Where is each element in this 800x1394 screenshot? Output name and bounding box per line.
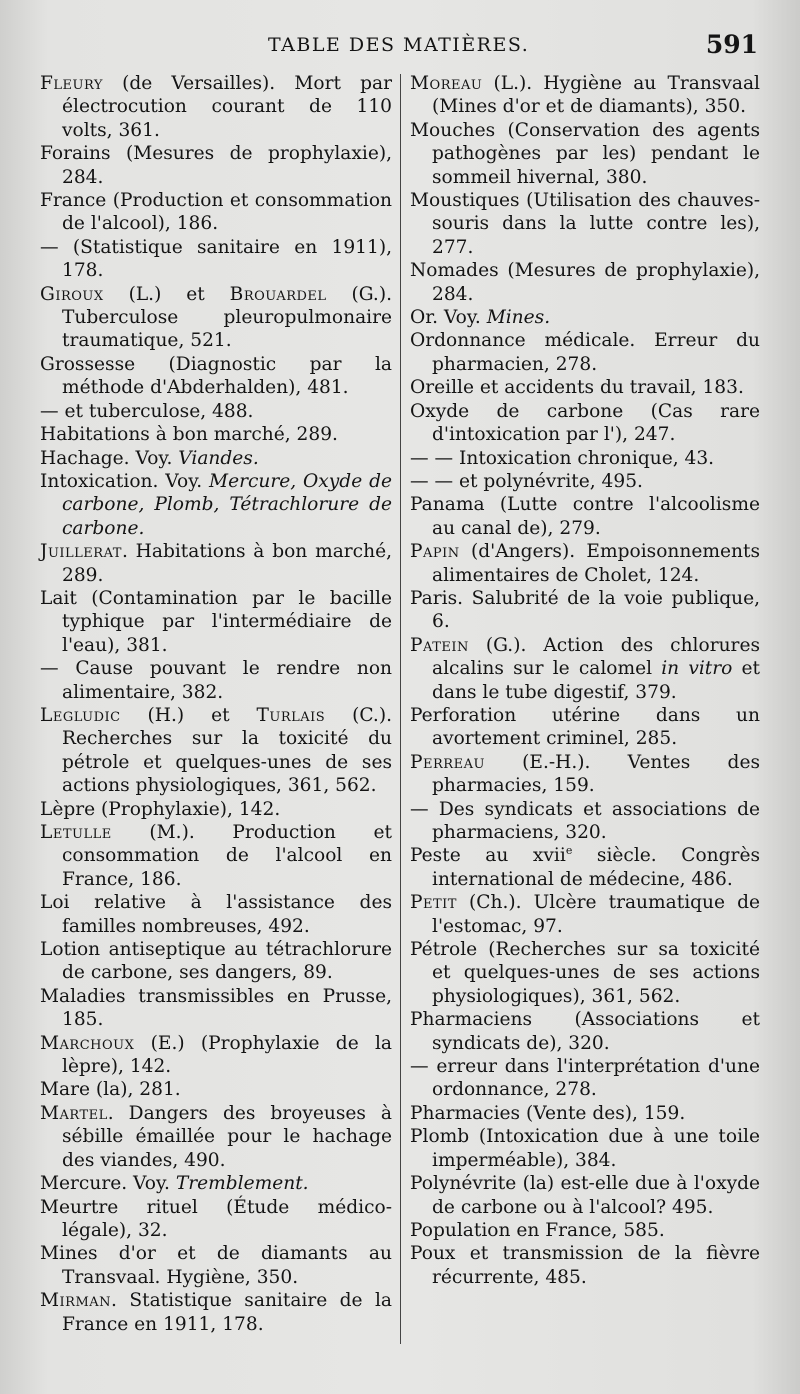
index-entry — [40, 447, 392, 470]
index-entry — [40, 423, 392, 446]
index-entry — [410, 259, 760, 306]
index-entry — [410, 1219, 760, 1242]
author-name: Patein — [410, 634, 469, 656]
entry-text: Peste au xvii — [410, 845, 566, 867]
index-entry — [410, 798, 760, 845]
index-entry — [410, 1008, 760, 1055]
entry-text: Meurtre rituel (Étude médico-légale), 32. — [40, 1196, 392, 1241]
entry-text: Paris. Salubrité de la voie publique, 6. — [410, 587, 760, 633]
entry-text: Lait (Contamination par le bacille typhique par l'intermédiaire de l'eau), 381. — [40, 587, 392, 656]
entry-text: — — Intoxication chronique, 43. — [410, 447, 715, 469]
index-entry — [40, 891, 392, 938]
index-entry — [410, 540, 760, 587]
entry-text: Lèpre (Prophylaxie), 142. — [40, 798, 281, 820]
author-name: Brouardel — [229, 283, 327, 305]
index-entry — [410, 844, 760, 891]
entry-text: Habitations à bon marché, 289. — [40, 424, 338, 446]
index-entry — [410, 189, 760, 259]
cross-reference: Viandes. — [178, 447, 259, 469]
entry-text: siècle. Congrès international de médecine, 486. — [432, 845, 760, 890]
author-name: Perreau — [410, 751, 485, 773]
entry-text: (E.-H.). Ventes des pharmacies, 159. — [432, 751, 760, 797]
entry-text: — et tuberculose, 488. — [40, 400, 254, 422]
index-entry — [410, 938, 760, 1008]
entry-text: Polynévrite (la) est-elle due à l'oxyde de carbone ou à l'alcool? 495. — [410, 1173, 760, 1218]
entry-text: (G.). Action des chlorures alcalins sur le calomel — [432, 634, 760, 680]
index-entry — [410, 1172, 760, 1219]
index-column-left — [40, 72, 392, 1336]
entry-text: Forains (Mesures de prophylaxie), 284. — [40, 143, 392, 188]
entry-text: e — [565, 844, 573, 858]
entry-text: (H.) et — [120, 704, 257, 726]
index-entry — [410, 1242, 760, 1289]
author-name: Petit — [410, 892, 457, 914]
index-entry — [410, 493, 760, 540]
index-entry — [410, 891, 760, 938]
entry-text: et dans le tube digestif, 379. — [432, 658, 760, 703]
cross-reference: Mines. — [486, 307, 551, 329]
author-name: Marchoux — [40, 1032, 135, 1054]
entry-text: Moustiques (Utilisation des chauves-souris dans la lutte contre les), 277. — [410, 190, 760, 258]
index-entry — [410, 751, 760, 798]
index-entry — [410, 1102, 760, 1125]
entry-text: — Des syndicats et associations de pharmaciens, 320. — [410, 798, 760, 843]
index-entry — [410, 329, 760, 376]
index-entry — [40, 1196, 392, 1243]
entry-text: — (Statistique sanitaire en 1911), 178. — [40, 236, 392, 282]
index-entry — [410, 306, 760, 329]
entry-text: Pétrole (Recherches sur sa toxicité et quelques-unes de ses actions physiologiques), 361, 562. — [410, 939, 760, 1007]
cross-reference: Mercure, Oxyde de carbone, Plomb, Tétrachlorure de carbone. — [62, 470, 392, 539]
index-entry — [410, 72, 760, 119]
index-entry — [40, 938, 392, 985]
entry-text: . Habitations à bon marché, 289. — [62, 541, 392, 586]
index-entry — [40, 236, 392, 283]
author-name: Mirman — [40, 1290, 112, 1312]
cross-reference: in vitro — [661, 658, 733, 680]
entry-text: (L.). Hygiène au Transvaal (Mines d'or et de diamants), 350. — [432, 73, 760, 118]
author-name: Moreau — [410, 73, 483, 94]
entry-text: (C.). Recherches sur la toxicité du pétrole et quelques-unes de ses actions physiologiques, 361, 562. — [62, 704, 392, 797]
column-divider — [400, 74, 401, 1344]
entry-text: Mouches (Conservation des agents pathogènes par les) pendant le sommeil hivernal, 380. — [410, 119, 760, 188]
index-entry — [410, 587, 760, 634]
index-entry — [40, 657, 392, 704]
entry-text: Panama (Lutte contre l'alcoolisme au canal de), 279. — [410, 494, 760, 539]
index-entry — [40, 587, 392, 657]
author-name: Turlais — [256, 704, 326, 726]
entry-text: (L.) et — [103, 283, 230, 305]
index-entry — [410, 376, 760, 399]
entry-text: (M.). Production et consommation de l'alcool en France, 186. — [62, 822, 392, 890]
entry-text: Hachage. Voy. — [40, 447, 179, 469]
entry-text: Or. Voy. — [410, 307, 487, 329]
entry-text: Lotion antiseptique au tétrachlorure de carbone, ses dangers, 89. — [40, 939, 392, 984]
index-entry — [40, 540, 392, 587]
entry-text: Pharmacies (Vente des), 159. — [410, 1102, 686, 1124]
page-header — [0, 30, 800, 68]
page-number: 591 — [705, 30, 758, 59]
entry-text: Oxyde de carbone (Cas rare d'intoxication par l'), 247. — [410, 400, 760, 446]
author-name: Legludic — [40, 704, 121, 726]
cross-reference: Tremblement. — [175, 1173, 309, 1195]
index-entry — [40, 798, 392, 821]
index-entry — [410, 704, 760, 751]
index-entry — [410, 119, 760, 189]
index-entry — [40, 1102, 392, 1172]
entry-text: Pharmaciens (Associations et syndicats de), 320. — [410, 1009, 760, 1054]
author-name: Giroux — [40, 283, 104, 305]
entry-text: . Statistique sanitaire de la France en 1911, 178. — [62, 1290, 392, 1335]
index-entry — [40, 1242, 392, 1289]
entry-text: — — et polynévrite, 495. — [410, 470, 643, 492]
author-name: Fleury — [40, 73, 103, 94]
index-entry — [410, 634, 760, 704]
entry-text: (d'Angers). Empoisonnements alimentaires de Cholet, 124. — [432, 541, 760, 586]
index-entry — [40, 142, 392, 189]
entry-text: Mercure. Voy. — [40, 1173, 176, 1195]
index-entry — [40, 353, 392, 400]
index-entry — [40, 1078, 392, 1101]
entry-text: Perforation utérine dans un avortement criminel, 285. — [410, 704, 760, 750]
index-entry — [410, 447, 760, 470]
index-entry — [40, 1289, 392, 1336]
entry-text: France (Production et consommation de l'alcool), 186. — [40, 190, 392, 235]
author-name: Martel — [40, 1102, 108, 1124]
index-column-right — [410, 72, 760, 1289]
index-entry — [40, 704, 392, 798]
entry-text: Mare (la), 281. — [40, 1079, 181, 1101]
entry-text: Ordonnance médicale. Erreur du pharmacien, 278. — [410, 330, 760, 375]
index-entry — [410, 1055, 760, 1102]
entry-text: Nomades (Mesures de prophylaxie), 284. — [410, 260, 760, 305]
author-name: Letulle — [40, 822, 112, 843]
entry-text: Oreille et accidents du travail, 183. — [410, 377, 744, 399]
entry-text: Loi relative à l'assistance des familles nombreuses, 492. — [40, 892, 392, 937]
entry-text: Poux et transmission de la fièvre récurrente, 485. — [410, 1243, 760, 1288]
index-entry — [40, 1032, 392, 1079]
index-entry — [40, 400, 392, 423]
entry-text: (de Versailles). Mort par électrocution courant de 110 volts, 361. — [62, 73, 392, 141]
index-entry — [410, 470, 760, 493]
entry-text: Intoxication. Voy. — [40, 470, 210, 492]
entry-text: . Dangers des broyeuses à sébille émaillée pour le hachage des viandes, 490. — [62, 1102, 392, 1171]
index-entry — [40, 821, 392, 891]
index-entry — [40, 1172, 392, 1195]
entry-text: Grossesse (Diagnostic par la méthode d'Abderhalden), 481. — [40, 353, 392, 399]
entry-text: Maladies transmissibles en Prusse, 185. — [40, 985, 392, 1031]
entry-text: (G.). Tuberculose pleuropulmonaire traumatique, 521. — [62, 283, 392, 352]
entry-text: Population en France, 585. — [410, 1219, 665, 1241]
index-entry — [410, 1125, 760, 1172]
entry-text: — erreur dans l'interprétation d'une ordonnance, 278. — [410, 1056, 760, 1101]
entry-text: (Ch.). Ulcère traumatique de l'estomac, 97. — [432, 892, 760, 937]
index-entry — [410, 400, 760, 447]
index-entry — [40, 72, 392, 142]
index-entry — [40, 470, 392, 540]
index-entry — [40, 189, 392, 236]
running-title: TABLE DES MATIÈRES. — [268, 34, 530, 56]
entry-text: (E.) (Prophylaxie de la lèpre), 142. — [62, 1032, 392, 1078]
entry-text: Mines d'or et de diamants au Transvaal. Hygiène, 350. — [40, 1243, 392, 1288]
entry-text: Plomb (Intoxication due à une toile imperméable), 384. — [410, 1126, 760, 1171]
index-entry — [40, 283, 392, 353]
author-name: Juillerat — [40, 541, 122, 563]
index-entry — [40, 985, 392, 1032]
entry-text: — Cause pouvant le rendre non alimentaire, 382. — [40, 658, 392, 703]
author-name: Papin — [410, 541, 460, 563]
